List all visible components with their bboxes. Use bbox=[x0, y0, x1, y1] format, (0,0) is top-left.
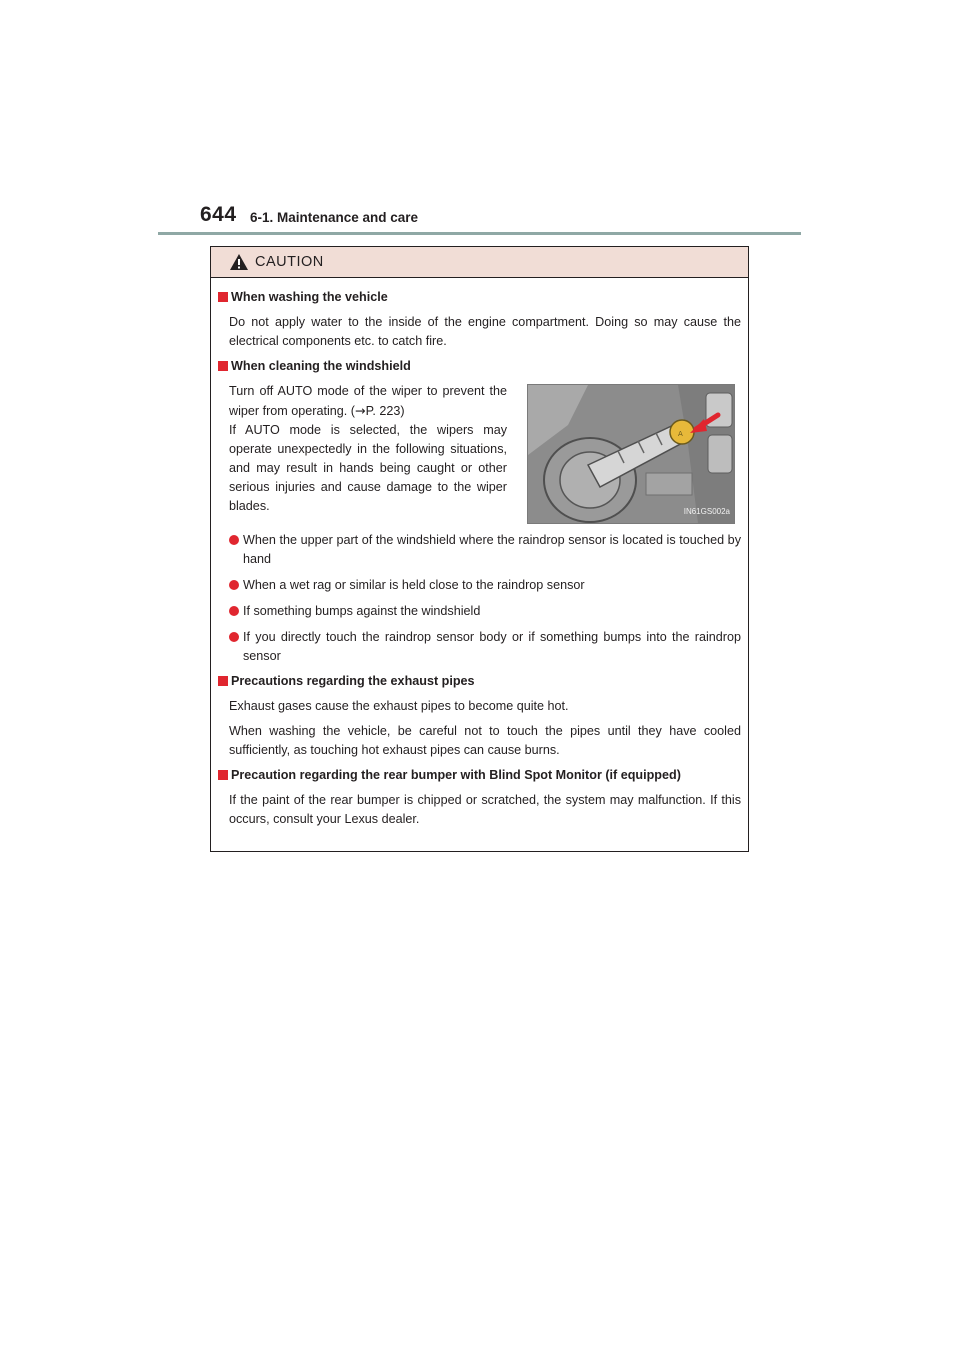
exhaust-text-2: When washing the vehicle, be careful not to touch the pipes until they have cooled sufficiently, as touching hot exhaust pipes can cause burns. bbox=[229, 724, 741, 757]
round-bullet-icon bbox=[229, 606, 239, 616]
round-bullet-icon bbox=[229, 632, 239, 642]
section-heading-windshield: When cleaning the windshield bbox=[218, 357, 741, 376]
page-reference-link[interactable]: P. 223) bbox=[365, 404, 405, 418]
windshield-row bbox=[218, 382, 741, 524]
bumper-text: If the paint of the rear bumper is chipped or scratched, the system may malfunction. If this occurs, consult your Lexus dealer. bbox=[229, 793, 741, 826]
round-bullet-icon bbox=[229, 535, 239, 545]
section-heading-washing: When washing the vehicle bbox=[218, 288, 741, 307]
section-heading-exhaust: Precautions regarding the exhaust pipes bbox=[218, 672, 741, 691]
wiper-switch-illustration bbox=[527, 384, 735, 524]
section-heading-bumper: Precaution regarding the rear bumper with Blind Spot Monitor (if equipped) bbox=[218, 766, 741, 785]
list-item: When the upper part of the windshield where the raindrop sensor is located is touched by hand bbox=[229, 531, 741, 569]
header-divider bbox=[158, 232, 801, 235]
square-bullet-icon bbox=[218, 676, 228, 686]
caution-title: CAUTION bbox=[255, 254, 324, 270]
square-bullet-icon bbox=[218, 770, 228, 780]
svg-text:A: A bbox=[678, 430, 683, 438]
arrow-right-icon: → bbox=[355, 403, 366, 418]
page-number: 644 bbox=[200, 203, 237, 226]
round-bullet-icon bbox=[229, 580, 239, 590]
caution-header bbox=[211, 247, 748, 278]
warning-triangle-icon bbox=[229, 253, 249, 271]
list-item: When a wet rag or similar is held close to the raindrop sensor bbox=[229, 576, 741, 595]
caution-body bbox=[211, 278, 748, 829]
section-title: 6-1. Maintenance and care bbox=[250, 210, 419, 225]
list-item: If something bumps against the windshield bbox=[229, 602, 741, 621]
square-bullet-icon bbox=[218, 292, 228, 302]
exhaust-text-1: Exhaust gases cause the exhaust pipes to become quite hot. bbox=[229, 699, 569, 713]
square-bullet-icon bbox=[218, 361, 228, 371]
list-item: If you directly touch the raindrop sensor body or if something bumps into the raindrop sensor bbox=[229, 628, 741, 666]
windshield-text: Turn off AUTO mode of the wiper to prevent the wiper from operating. (→P. 223) If AUTO mode is selected, the wipers may operate unexpectedly in the following situations, and may result in hands being caught or other serious injuries and cause damage to the wiper blades. bbox=[229, 384, 507, 513]
washing-text: Do not apply water to the inside of the engine compartment. Doing so may cause the electrical components etc. to catch fire. bbox=[229, 315, 741, 348]
figure-code: IN61GS002a bbox=[683, 507, 730, 516]
caution-box bbox=[210, 246, 749, 852]
